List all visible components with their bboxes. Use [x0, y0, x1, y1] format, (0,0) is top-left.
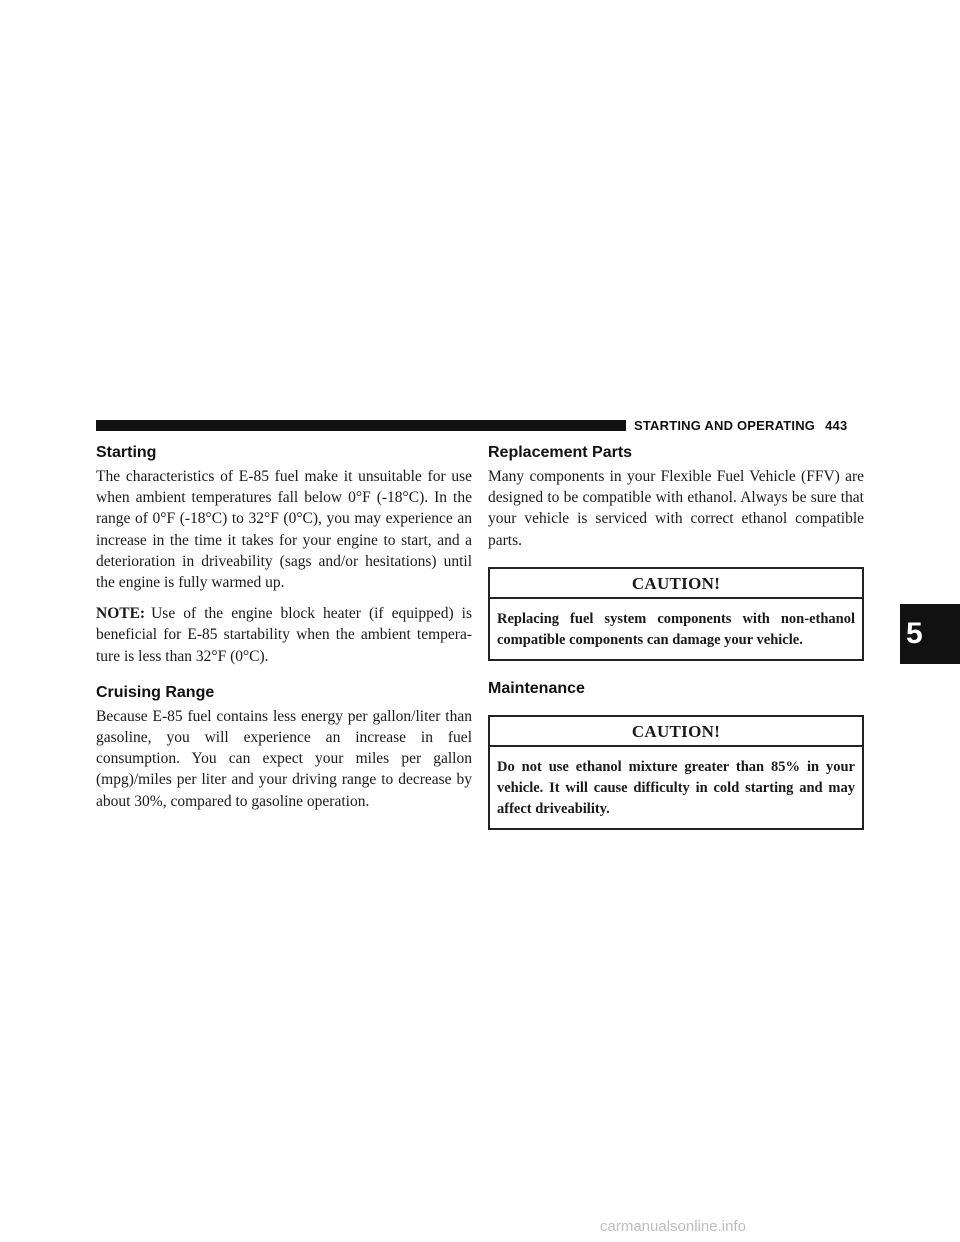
heading-replacement-parts: Replacement Parts	[488, 444, 633, 461]
page-number: 443	[825, 418, 848, 433]
chapter-tab: 5	[900, 604, 960, 664]
caution-text: Do not use ethanol mixture greater than 85% in your vehicle. It will cause difficulty in cold starting and may affect driveability.	[497, 758, 855, 817]
replacement-parts-paragraph: Many components in your Flexible Fuel Vehicle (FFV) are designed to be compatible with ethanol. Always be sure that your vehicle is serviced with correct ethanol compatible parts.	[488, 468, 864, 549]
note-label: NOTE:	[96, 605, 146, 623]
cruising-range-paragraph: Because E-85 fuel contains less energy per gallon/liter than gasoline, you will experience an increase in fuel consumption. You can expect your miles per gallon (mpg)/miles per liter and your driving range to decrease by about 30%, compared to gasoline operation.	[96, 707, 472, 810]
starting-paragraph: The characteristics of E-85 fuel make it unsuitable for use when ambient temperatures fall below 0°F (-18°C). In the range of 0°F (-18°C) to 32°F (0°C), you may experience an increase in the time it takes for your engine to start, and a deterioration in driveability (sags and/or hesitations) until the engine is fully warmed up.	[96, 468, 472, 592]
heading-maintenance: Maintenance	[488, 679, 585, 697]
heading-starting: Starting	[96, 444, 157, 461]
caution-box-replacement	[488, 567, 864, 661]
note-text: Use of the engine block heater (if equipped) is beneficial for E-85 startability when the ambient temperature is less than 32°F (0°C).	[96, 605, 472, 665]
caution-box-maintenance	[488, 715, 864, 830]
watermark: carmanualsonline.info	[600, 1218, 746, 1235]
running-header	[634, 418, 847, 433]
header-rule	[96, 420, 626, 431]
section-title: STARTING AND OPERATING	[634, 418, 816, 433]
left-column	[96, 443, 472, 822]
caution-title: CAUTION!	[490, 717, 862, 747]
heading-cruising-range: Cruising Range	[96, 683, 215, 701]
caution-text: Replacing fuel system components with non-ethanol compatible components can damage your vehicle.	[497, 610, 855, 648]
caution-title: CAUTION!	[490, 569, 862, 599]
note-paragraph	[96, 603, 472, 667]
right-column	[488, 443, 864, 848]
